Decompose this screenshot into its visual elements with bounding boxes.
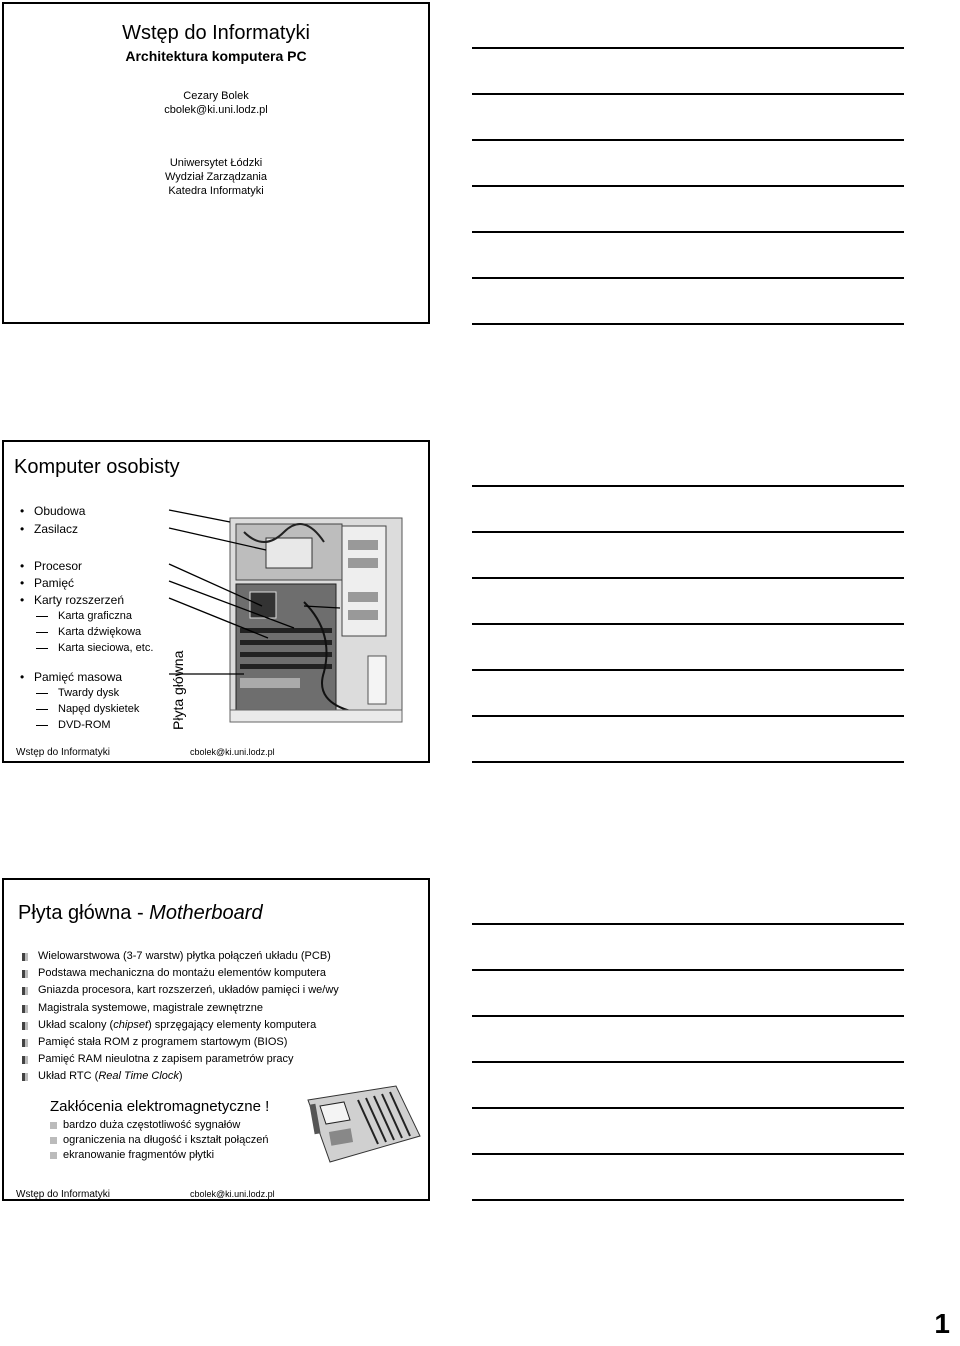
- department: Katedra Informatyki: [168, 185, 264, 197]
- sub-item: Napęd dyskietek: [36, 703, 139, 715]
- notes-line: [472, 185, 904, 187]
- bullet-item: Wielowarstwowa (3-7 warstw) płytka połączeń układu (PCB): [38, 950, 331, 962]
- notes-line: [472, 923, 904, 925]
- bullet-item: • Pamięć masowa: [20, 670, 123, 684]
- slide-motherboard: [2, 878, 430, 1201]
- motherboard-vertical-label: Płyta główna: [170, 650, 186, 730]
- author-email: cbolek@ki.uni.lodz.pl: [164, 104, 268, 116]
- notes-line: [472, 93, 904, 95]
- bullet-item: Układ RTC (Real Time Clock): [38, 1070, 183, 1082]
- slide-footer-right: cbolek@ki.uni.lodz.pl: [190, 747, 275, 757]
- slide-footer-left: Wstęp do Informatyki: [16, 1189, 110, 1200]
- bullet-item: Pamięć stała ROM z programem startowym (BIOS): [38, 1036, 287, 1048]
- slide-footer-right: cbolek@ki.uni.lodz.pl: [190, 1189, 275, 1199]
- emi-item: bardzo duża częstotliwość sygnałów: [50, 1119, 240, 1131]
- notes-line: [472, 1153, 904, 1155]
- bullet-item: Pamięć RAM nieulotna z zapisem parametrów pracy: [38, 1053, 294, 1065]
- notes-line: [472, 139, 904, 141]
- sub-item: Twardy dysk: [36, 687, 119, 699]
- emi-item: ograniczenia na długość i kształt połączeń: [50, 1134, 268, 1146]
- notes-line: [472, 623, 904, 625]
- slide-subtitle: Architektura komputera PC: [125, 48, 307, 64]
- bullet-item: Gniazda procesora, kart rozszerzeń, układów pamięci i we/wy: [38, 984, 339, 996]
- notes-line: [472, 761, 904, 763]
- bullet-item: Podstawa mechaniczna do montażu elementów komputera: [38, 967, 326, 979]
- notes-line: [472, 277, 904, 279]
- emi-heading: Zakłócenia elektromagnetyczne !: [50, 1098, 270, 1115]
- notes-line: [472, 1015, 904, 1017]
- university: Uniwersytet Łódzki: [169, 157, 263, 169]
- slide-title: [2, 2, 430, 324]
- pc-case-image: [4, 442, 428, 761]
- notes-line: [472, 485, 904, 487]
- bullet-item: Magistrala systemowe, magistrale zewnętrzne: [38, 1002, 263, 1014]
- sub-item: DVD-ROM: [36, 719, 111, 731]
- slide-heading: Komputer osobisty: [14, 456, 180, 478]
- bullet-item: • Zasilacz: [20, 522, 79, 536]
- page-number: 1: [934, 1308, 950, 1339]
- notes-line: [472, 969, 904, 971]
- motherboard-image: [300, 1084, 424, 1164]
- sub-item: Karta graficzna: [36, 610, 132, 622]
- faculty: Wydział Zarządzania: [165, 171, 267, 183]
- sub-item: Karta sieciowa, etc.: [36, 642, 153, 654]
- notes-line: [472, 1107, 904, 1109]
- notes-line: [472, 715, 904, 717]
- notes-line: [472, 323, 904, 325]
- bullet-item: • Procesor: [20, 559, 83, 573]
- notes-line: [472, 1061, 904, 1063]
- notes-line: [472, 577, 904, 579]
- bullet-item: • Karty rozszerzeń: [20, 593, 125, 607]
- slide-personal-computer: [2, 440, 430, 763]
- slide-footer-left: Wstęp do Informatyki: [16, 747, 110, 758]
- notes-line: [472, 1199, 904, 1201]
- slide-title-heading: Wstęp do Informatyki: [122, 22, 310, 44]
- bullet-item: • Pamięć: [20, 576, 75, 590]
- notes-line: [472, 531, 904, 533]
- bullet-item: • Obudowa: [20, 504, 86, 518]
- slide-heading: Płyta główna - Motherboard: [18, 902, 263, 924]
- notes-line: [472, 669, 904, 671]
- bullet-item: Układ scalony (chipset) sprzęgający elementy komputera: [38, 1019, 316, 1031]
- author-name: Cezary Bolek: [183, 90, 249, 102]
- sub-item: Karta dźwiękowa: [36, 626, 141, 638]
- notes-line: [472, 47, 904, 49]
- notes-line: [472, 231, 904, 233]
- emi-item: ekranowanie fragmentów płytki: [50, 1149, 214, 1161]
